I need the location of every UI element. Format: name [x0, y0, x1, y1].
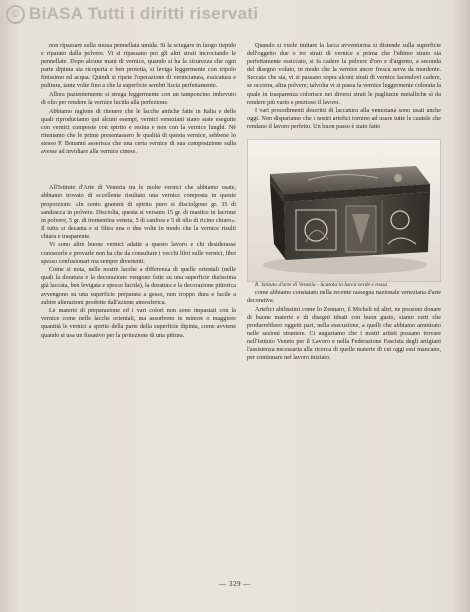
right-column — [247, 42, 441, 362]
figure-caption: R. Istituto d'arte di Venezia - Scatola in lacca verde e rossa — [255, 281, 388, 288]
body-paragraph: Artefici abilissimi come lo Zennaro, il Micheli ed altri, ne possono donare di buone materie e di disegni ideati con buon gusto, siamo certi che produrrebbero oggetti pari, nella esecuzione, a quelli che abbiamo ammirato nelle sezioni straniere. Ci auguriamo che i nostri artisti possano trovare nell'Istituto Veneto per il Lavoro e nella Federazione Fascista degli artigiani l'assistenza necessaria alla ricerca di quelle materie di cui oggi essi mancano, per continuare nel lavoro iniziato. — [247, 305, 441, 362]
body-paragraph: come abbiamo constatato nella recente rassegna nazionale veneziana d'arte decorativa. — [247, 289, 441, 305]
body-paragraph: Vi sono altre buone vernici adatte a questo lavoro e chi desiderasse conoscerle e provarle non ha che da consultare i vecchi libri sulle vernici, libri spesso confusionari ma sempre divertenti. — [41, 241, 236, 265]
lacquer-box-image — [248, 140, 441, 282]
section-spacer — [41, 156, 236, 184]
left-column — [41, 42, 236, 340]
body-paragraph: Abbiamo ragione di ritenere che le lacche antiche fatte in Italia e delle quali riproduciamo qui alcuni esempi, vernici veneziani siano state eseguite con vernici composte con spirito e resina e non con la vernice lunghi. Nè riteniamo che le prime presentassero le qualità di questa vernice, sebbene lo stesso P. Bonanni asserisca che una certa vernice di sua composizione sulla avesse ad invidiare alla vernice cinese. — [41, 107, 236, 156]
watermark-text: BiASA Tutti i diritti riservati — [29, 4, 259, 23]
body-paragraph: All'Istituto d'Arte di Venezia tra le molte vernici che abbiamo usate, abbiamo trovato di eccellente risultato una vernice composta in queste proporzioni: «In cento grammi di spirito puro si disciolgono gr. 35 di sandracca in polvere. Disciolta, questa si versano 15 gr. di mastice in lacrime in polvere, 5 gr. di trementina veneta, 5 di canfora e 5 di olio di ricino chiaro». Il tutto si decanta e si filtra una o due volte in modo che la vernice risulti chiara e trasparente. — [41, 184, 236, 240]
body-paragraph: I vari procedimenti descritti di laccatura alla veneziana sono usati anche oggi. Non dispariamo che i nostri artefici tornino ad usare tutte le cautele che rendano il lavoro perfetto. Un buon passo è stato fatto — [247, 107, 441, 131]
copyright-icon: © — [6, 5, 25, 24]
lacquer-box-photo — [247, 139, 441, 282]
body-paragraph: Quando si vuole imitare la lacca avventurina si distende sulla superficie dell'oggetto due o tre strati di vernice e prima che l'ultimo strato sia perfettamente essiccato, si fa cadere la polvere d'oro e d'argento, a seconda del disegno voluto, in modo che la vernice ancor fresca serva da mordente. Seccata che sia, vi si passano sopra alcuni strati di vernice facendovi cadere, se occorra, altra polvere; talvolta vi si passa la vernice leggermente colorata la quale in trasparenza colorisce nei diversi strati le pagliuzze metalliche sì da rendere più vario e prezioso il lavoro. — [247, 42, 441, 106]
body-paragraph: non ripassare sulla stessa pennellata umida. Si la sciugare in luogo tiepido e riparato dalla polvere. Vi si ripassano poi gli altri strati incrociando le pennellate. Dopo alcune mani di vernice, quando si ha la sicurezza che ogni parte dipinta sia ricoperta e ben protetta, si leviga leggermente con tripolo finissimo ed acqua. Quindi si ripete l'operazione di verniciatura, essicatura e pulitura, tante volte fino a che la superficie sembri liscia perfettamente. — [41, 42, 236, 90]
page-number: — 329 — — [219, 580, 251, 588]
body-paragraph: Come si nota, nelle nostre lacche a differenza di quelle orientali (nelle quali la doratura e la decorazione vengono fatte su una superficie durissima già laccata, ben levigata e spesso lucida), la doratura e la decorazione pittorica avvengono su una superficie preparata a gesso, non troppo dura e facile a subire alterazioni prodotte dall'azione atmosferica. — [41, 266, 236, 306]
body-paragraph: Le materie di preparazione ed i vari colori non sono impastati con la vernice come nelle lacche orientali, ma assorbono in minore o maggiore quantità le vernici a spirito della parte della superficie dipinta, come avviene quando si usa un fissativo per la protezione di una pittura. — [41, 307, 236, 339]
watermark — [6, 4, 258, 24]
body-paragraph: Allora pazientemente si strega leggermente con un tamponcino imbevuto di olio per rendere la vernice lucida alla perfezione. — [41, 91, 236, 107]
